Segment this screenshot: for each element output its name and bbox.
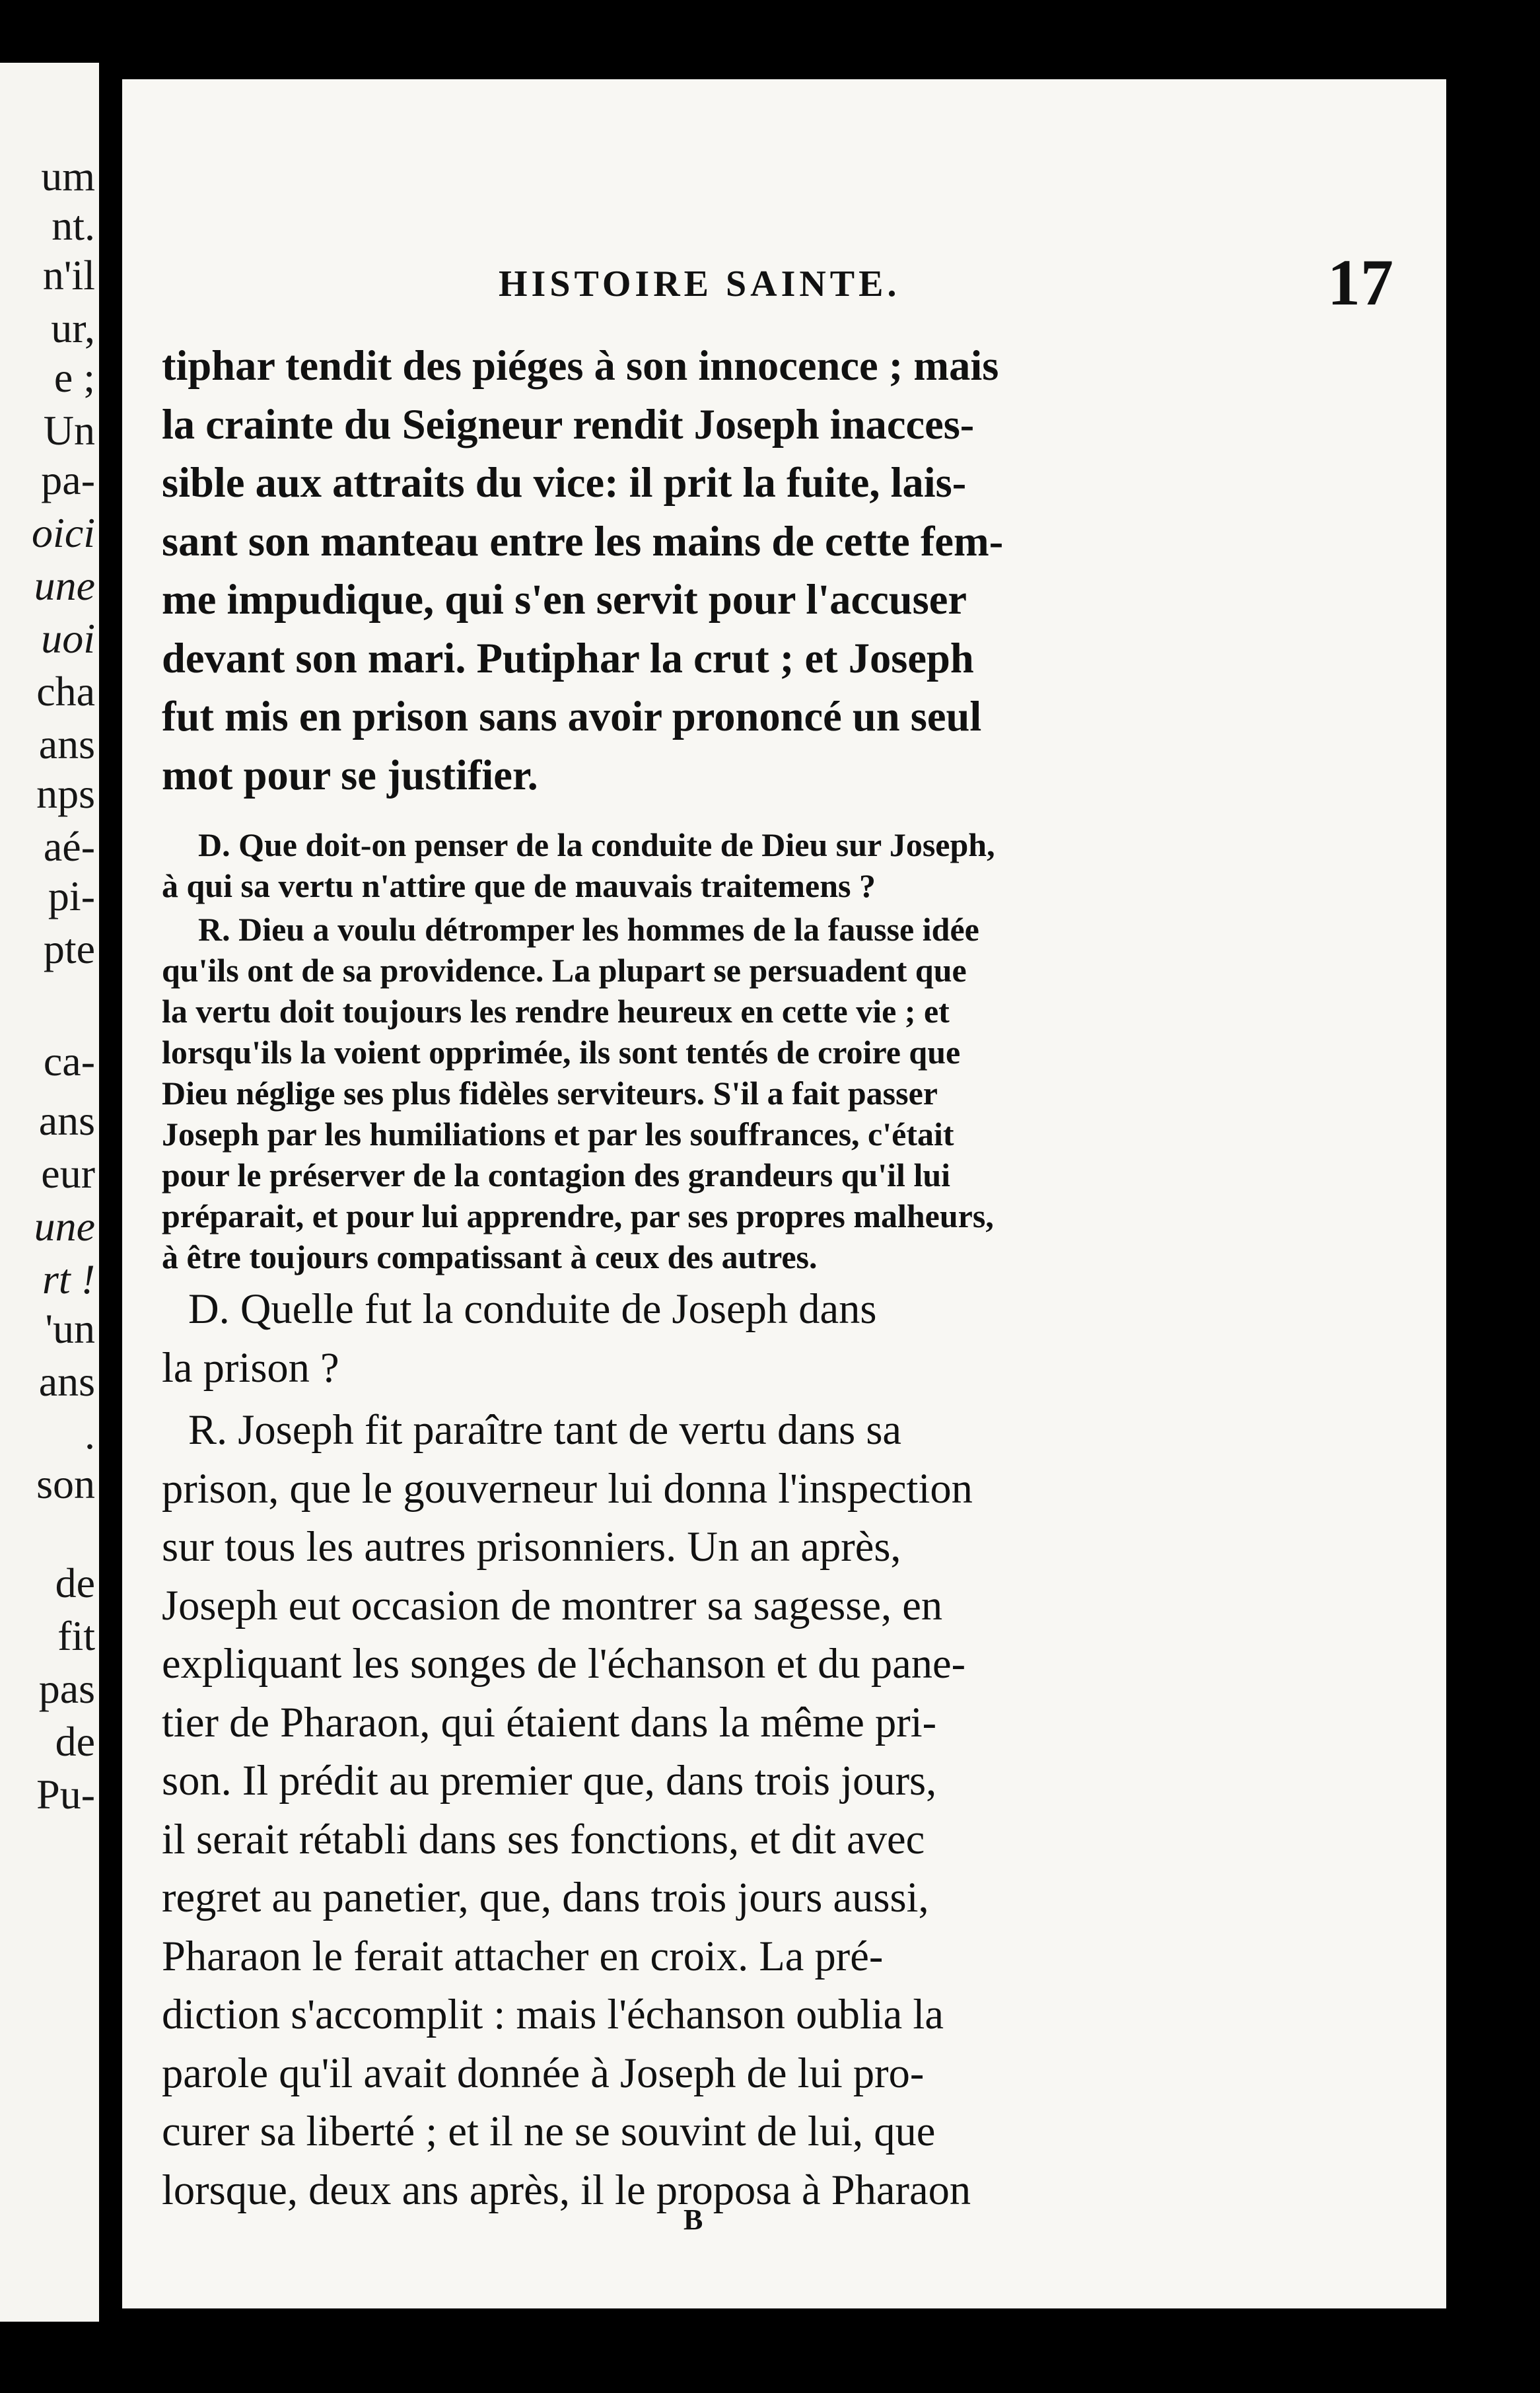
text-line: prison, que le gouverneur lui donna l'inspection <box>162 1464 973 1512</box>
left-page-fragment: 'un <box>45 1305 95 1352</box>
left-page-fragment: ca- <box>43 1038 95 1085</box>
left-page-fragment: fit <box>57 1612 95 1659</box>
left-page-fragment: ans <box>38 1358 95 1405</box>
left-page-fragment: pi- <box>48 873 95 919</box>
text-line: son. Il prédit au premier que, dans trois jours, <box>162 1757 937 1804</box>
text-line: lorsque, deux ans après, il le proposa à Pharaon <box>162 2166 971 2213</box>
text-line: fut mis en prison sans avoir prononcé un seul <box>162 693 982 740</box>
left-page-fragment: uoi <box>41 615 95 662</box>
text-line: mot pour se justifier. <box>162 751 538 799</box>
page-number: 17 <box>1327 246 1393 319</box>
left-page-fragment: nps <box>36 770 95 817</box>
left-page-fragment: pa- <box>41 456 95 503</box>
left-page-fragment: ur, <box>51 304 95 351</box>
text-line: il serait rétabli dans ses fonctions, et dit avec <box>162 1815 925 1863</box>
text-line: Joseph eut occasion de montrer sa sagesse, en <box>162 1581 943 1629</box>
left-page-fragment: um <box>41 153 95 199</box>
text-line: la vertu doit toujours les rendre heureux en cette vie ; et <box>162 993 950 1030</box>
text-line: Dieu néglige ses plus fidèles serviteurs. S'il a fait passer <box>162 1075 938 1112</box>
body-text <box>162 337 1278 2219</box>
text-line: R. Joseph fit paraître tant de vertu dans sa <box>188 1406 902 1453</box>
left-page-fragment: e ; <box>53 354 95 401</box>
left-page-fragment: aé- <box>43 823 95 870</box>
text-line: préparait, et pour lui apprendre, par ses propres malheurs, <box>162 1197 994 1234</box>
text-line: parole qu'il avait donnée à Joseph de lui pro- <box>162 2049 925 2096</box>
left-page-fragment: Un <box>43 407 95 454</box>
text-paragraph <box>162 1401 1278 2219</box>
signature-mark: B <box>683 2203 703 2236</box>
left-facing-page <box>0 63 99 2322</box>
left-page-fragment: nt. <box>52 202 95 249</box>
text-line: regret au panetier, que, dans trois jours aussi, <box>162 1874 929 1921</box>
page-header <box>122 246 1446 319</box>
text-line: la crainte du Seigneur rendit Joseph inacces- <box>162 400 975 448</box>
text-line: diction s'accomplit : mais l'échanson oublia la <box>162 1991 944 2038</box>
left-page-fragment: pas <box>38 1665 95 1712</box>
text-paragraph <box>162 1280 1278 1397</box>
left-page-fragment: rt ! <box>42 1256 95 1303</box>
text-line: expliquant les songes de l'échanson et du pane- <box>162 1640 966 1687</box>
footnote-paragraph <box>162 909 1278 1277</box>
text-line: Joseph par les humiliations et par les souffrances, c'était <box>162 1116 954 1153</box>
left-page-fragment: . <box>85 1411 95 1458</box>
text-line: R. Dieu a voulu détromper les hommes de la fausse idée <box>198 911 979 948</box>
footnote-paragraph <box>162 824 1278 906</box>
text-line: sur tous les autres prisonniers. Un an après, <box>162 1523 901 1570</box>
left-page-fragment: ans <box>38 721 95 768</box>
left-page-fragment: Pu- <box>36 1771 95 1818</box>
left-page-fragment: n'il <box>42 252 95 299</box>
text-line: à qui sa vertu n'attire que de mauvais traitemens ? <box>162 867 876 904</box>
left-page-fragment: cha <box>36 668 95 715</box>
text-line: devant son mari. Putiphar la crut ; et Joseph <box>162 634 974 682</box>
text-line: à être toujours compatissant à ceux des autres. <box>162 1238 818 1275</box>
text-line: tier de Pharaon, qui étaient dans la même pri- <box>162 1698 937 1746</box>
left-page-fragment: oici <box>32 509 95 556</box>
left-page-fragment: de <box>55 1718 95 1765</box>
left-page-fragment: une <box>34 1203 95 1250</box>
left-page-fragment: son <box>36 1460 95 1507</box>
left-page-fragment: de <box>55 1559 95 1606</box>
book-page <box>122 79 1446 2308</box>
text-line: lorsqu'ils la voient opprimée, ils sont tentés de croire que <box>162 1034 961 1071</box>
running-title: HISTOIRE SAINTE. <box>499 264 901 304</box>
text-line: Pharaon le ferait attacher en croix. La pré- <box>162 1932 884 1980</box>
text-line: curer sa liberté ; et il ne se souvint de lui, que <box>162 2108 936 2155</box>
text-line: D. Quelle fut la conduite de Joseph dans <box>188 1285 877 1332</box>
text-line: D. Que doit-on penser de la conduite de Dieu sur Joseph, <box>198 826 995 863</box>
text-line: sible aux attraits du vice: il prit la fuite, lais- <box>162 459 967 506</box>
text-line: qu'ils ont de sa providence. La plupart se persuadent que <box>162 952 967 989</box>
left-page-fragment: pte <box>43 925 95 972</box>
left-page-fragment: eur <box>41 1150 95 1197</box>
text-line: pour le préserver de la contagion des grandeurs qu'il lui <box>162 1157 951 1194</box>
text-line: me impudique, qui s'en servit pour l'accuser <box>162 576 967 623</box>
left-page-fragment: ans <box>38 1097 95 1144</box>
text-paragraph <box>162 337 1278 804</box>
text-line: sant son manteau entre les mains de cette fem- <box>162 517 1004 565</box>
left-page-fragment: une <box>34 562 95 609</box>
text-line: tiphar tendit des piéges à son innocence ; mais <box>162 342 999 389</box>
text-line: la prison ? <box>162 1343 339 1391</box>
